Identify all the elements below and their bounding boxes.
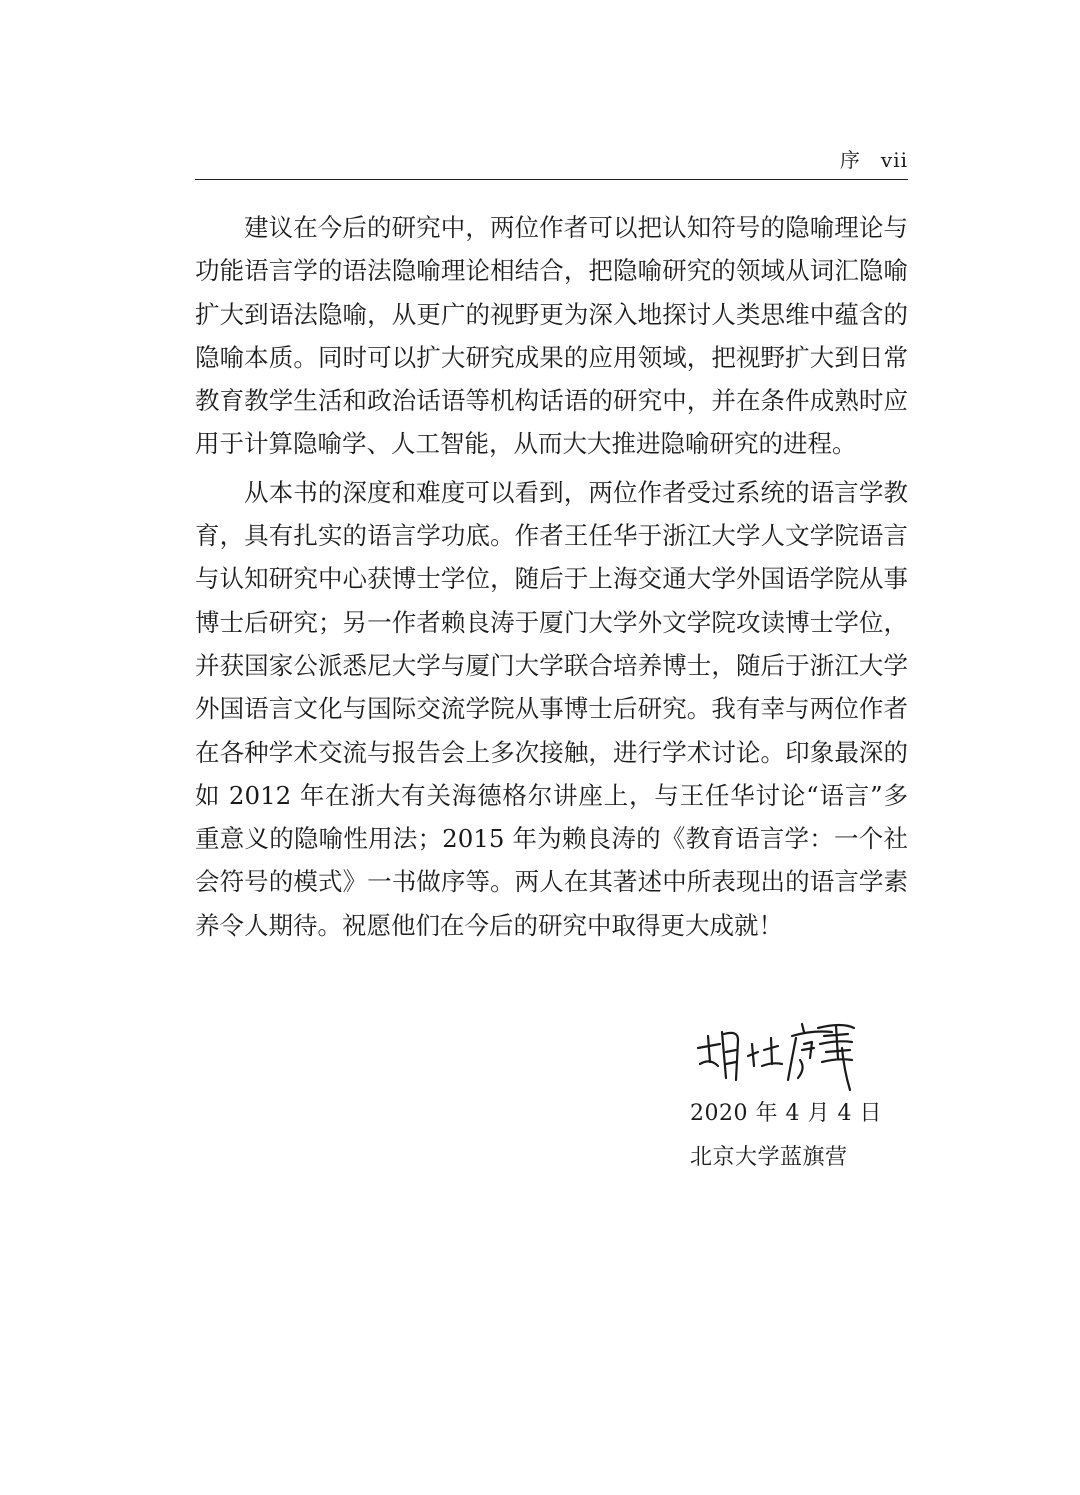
running-header	[195, 140, 908, 180]
header-text	[840, 144, 908, 173]
text-line: 重意义的隐喻性用法；2015 年为赖良涛的《教育语言学：一个社	[195, 824, 908, 854]
paragraph-2	[195, 471, 908, 947]
signature-date: 2020 年 4 月 4 日	[690, 1101, 882, 1126]
signature-drawing	[692, 1018, 867, 1093]
text-line: 与认知研究中心获博士学位，随后于上海交通大学外国语学院从事	[195, 564, 908, 594]
signature-place: 北京大学蓝旗营	[690, 1145, 848, 1170]
header-rule	[195, 179, 908, 180]
text-line: 博士后研究；另一作者赖良涛于厦门大学外文学院攻读博士学位，	[195, 607, 908, 637]
paragraph-1	[195, 206, 908, 466]
text-line: 功能语言学的语法隐喻理论相结合，把隐喻研究的领域从词汇隐喻	[195, 256, 908, 286]
text-line: 外国语言文化与国际交流学院从事博士后研究。我有幸与两位作者	[195, 694, 908, 724]
page-number: vii	[880, 148, 908, 172]
text-line: 隐喻本质。同时可以扩大研究成果的应用领域，把视野扩大到日常	[195, 342, 908, 372]
text-line: 扩大到语法隐喻，从更广的视野更为深入地探讨人类思维中蕴含的	[195, 299, 908, 329]
text-line: 育，具有扎实的语言学功底。作者王任华于浙江大学人文学院语言	[195, 521, 908, 551]
handwritten-signature	[692, 1018, 867, 1093]
text-line: 用于计算隐喻学、人工智能，从而大大推进隐喻研究的进程。	[195, 429, 857, 459]
text-line: 如 2012 年在浙大有关海德格尔讲座上，与王任华讨论“语言”多	[195, 780, 908, 810]
text-line: 养令人期待。祝愿他们在今后的研究中取得更大成就！	[195, 910, 783, 940]
text-line: 并获国家公派悉尼大学与厦门大学联合培养博士，随后于浙江大学	[195, 650, 908, 680]
text-line: 在各种学术交流与报告会上多次接触，进行学术讨论。印象最深的	[195, 737, 908, 767]
text-line: 从本书的深度和难度可以看到，两位作者受过系统的语言学教	[244, 477, 908, 507]
text-line: 教育教学生活和政治话语等机构话语的研究中，并在条件成熟时应	[195, 386, 908, 416]
text-line: 建议在今后的研究中，两位作者可以把认知符号的隐喻理论与	[244, 213, 908, 242]
text-line: 会符号的模式》一书做序等。两人在其著述中所表现出的语言学素	[195, 867, 908, 897]
header-section-title: 序	[839, 148, 861, 172]
body-text	[195, 206, 908, 947]
